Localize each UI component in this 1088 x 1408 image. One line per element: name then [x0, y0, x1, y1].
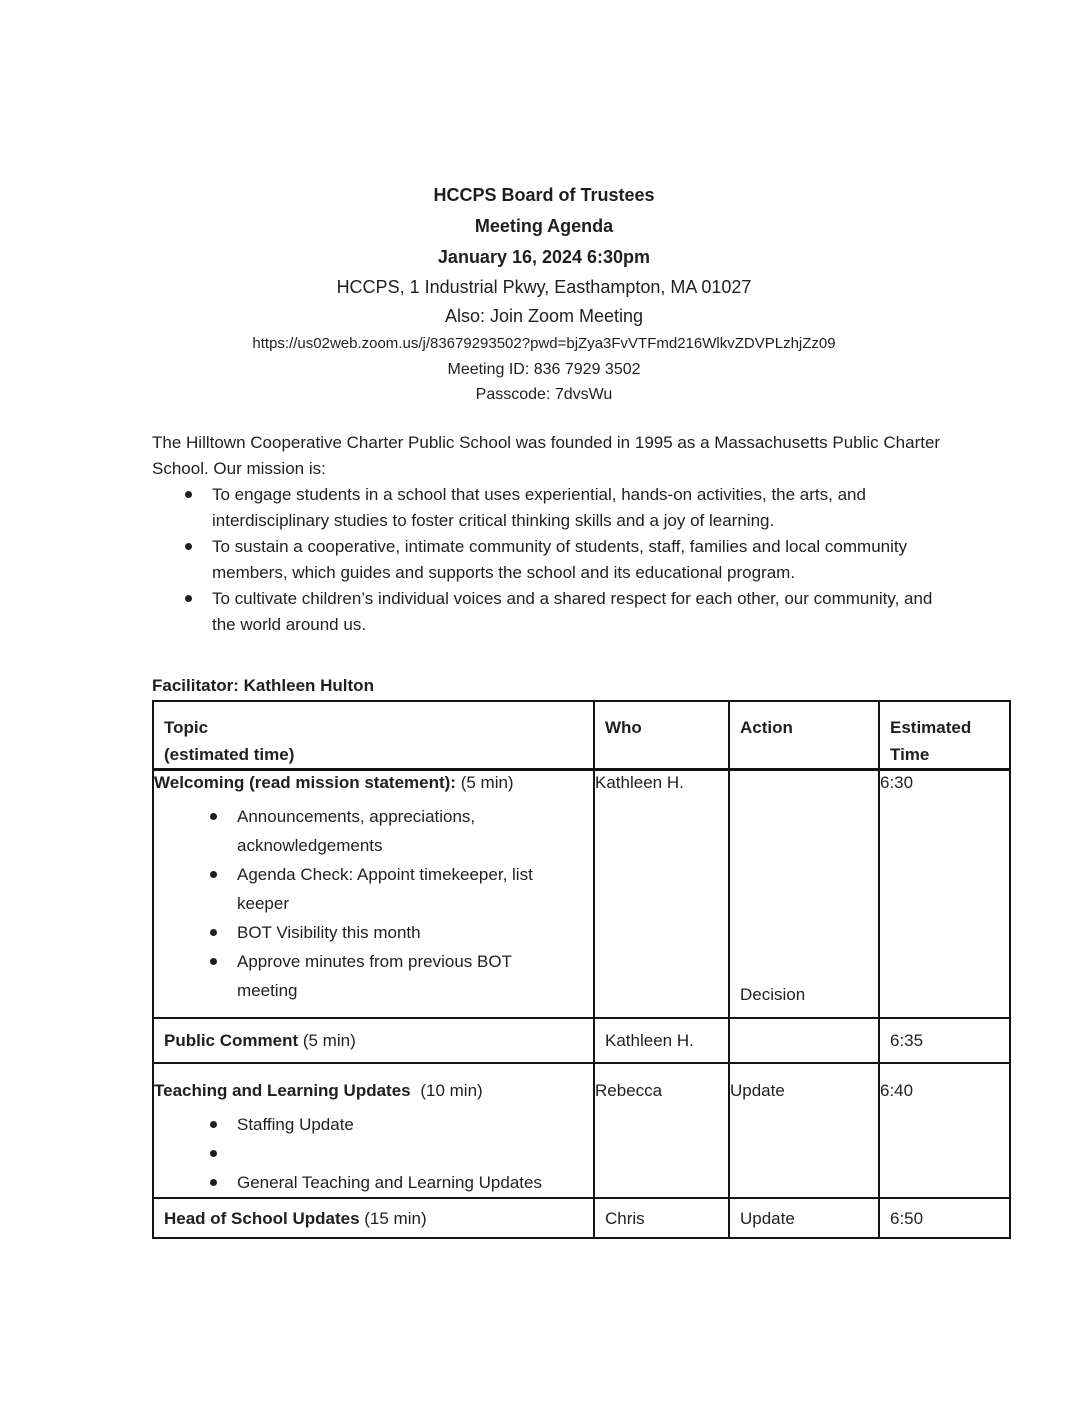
topic-title [164, 1029, 585, 1053]
mission-intro: The Hilltown Cooperative Charter Public School was founded in 1995 as a Massachusetts Public Charter School. Our mission is: [152, 433, 941, 478]
time-cell [879, 1198, 1010, 1238]
action-cell [729, 770, 879, 1018]
topic-bullet-text: Agenda Check: Appoint timekeeper, list keeper [237, 865, 533, 913]
bullet-dot-icon [210, 1121, 217, 1128]
time-cell [879, 1018, 1010, 1063]
bullet-dot-icon [210, 1179, 217, 1186]
table-row-public-comment [153, 1018, 1010, 1063]
topic-title-bold: Public Comment [164, 1031, 299, 1050]
topic-cell [153, 770, 594, 1018]
mission-bullet [185, 586, 937, 638]
bullet-dot-icon [210, 871, 217, 878]
mission-bullet-text: To cultivate children’s individual voices and a shared respect for each other, our community, and the world around us. [212, 589, 933, 634]
topic-bullet-text: Announcements, appreciations, acknowledgements [237, 807, 476, 855]
time-cell [879, 770, 1010, 1018]
topic-title-duration: (5 min) [298, 1031, 356, 1050]
document-header [0, 180, 1088, 407]
topic-title-bold: Welcoming (read mission statement): [154, 773, 456, 792]
bullet-dot-icon [210, 813, 217, 820]
time-cell [879, 1063, 1010, 1198]
header-cell-action [729, 701, 879, 770]
table-header-row [153, 701, 1010, 770]
topic-cell [153, 1063, 594, 1198]
doc-type: Meeting Agenda [474, 216, 614, 236]
table-row-teaching-learning [153, 1063, 1010, 1198]
topic-bullet-text: Staffing Update [237, 1114, 354, 1134]
who-cell [594, 1018, 729, 1063]
table-row-welcoming [153, 770, 1010, 1018]
who-value: Kathleen H. [595, 773, 684, 792]
topic-title-duration: (10 min) [415, 1080, 483, 1100]
who-value: Chris [605, 1208, 645, 1228]
who-cell [594, 770, 729, 1018]
time-value: 6:35 [890, 1031, 924, 1050]
meeting-datetime: January 16, 2024 6:30pm [437, 247, 651, 267]
topic-title-bold: Head of School Updates [164, 1208, 360, 1228]
topic-title [154, 1079, 593, 1103]
topic-bullet [210, 947, 572, 1005]
topic-bullet [210, 1168, 572, 1197]
topic-title-bold: Teaching and Learning Updates [154, 1080, 411, 1100]
action-value: Update [730, 1080, 785, 1100]
time-value: 6:40 [880, 1080, 914, 1100]
topic-bullet [210, 1139, 572, 1168]
header-cell-time [879, 701, 1010, 770]
header-time-line1: Estimated [890, 718, 972, 737]
time-value: 6:50 [890, 1208, 924, 1228]
header-action-label: Action [740, 718, 793, 737]
zoom-invite-label: Also: Join Zoom Meeting [444, 306, 644, 326]
action-cell [729, 1063, 879, 1198]
who-value: Rebecca [595, 1080, 663, 1100]
mission-bullet-text: To engage students in a school that uses experiential, hands-on activities, the arts, and interdisciplinary studies to foster critical thinking skills and a joy of learning. [212, 485, 866, 530]
header-cell-who [594, 701, 729, 770]
agenda-table [152, 700, 1011, 1239]
header-topic-line2: (estimated time) [164, 745, 295, 764]
topic-bullet [210, 802, 572, 860]
mission-section [152, 430, 962, 638]
bullet-dot-icon [185, 543, 192, 550]
topic-bullet-list [154, 802, 593, 1005]
header-time-line2: Time [890, 745, 930, 764]
topic-title [154, 771, 593, 795]
action-value: Update [740, 1208, 795, 1228]
header-who-label: Who [605, 718, 642, 737]
zoom-meeting-url: https://us02web.zoom.us/j/83679293502?pwd=bjZya3FvVTFmd216WlkvZDVPLzhjZz09 [252, 335, 836, 352]
action-value: Decision [740, 984, 806, 1004]
bullet-dot-icon [210, 958, 217, 965]
meeting-id: Meeting ID: 836 7929 3502 [447, 361, 641, 378]
bullet-dot-icon [185, 491, 192, 498]
topic-title-duration: (5 min) [455, 773, 514, 792]
mission-bullet [185, 482, 937, 534]
topic-bullet [210, 918, 572, 947]
topic-title [164, 1207, 585, 1231]
who-value: Kathleen H. [605, 1031, 694, 1050]
header-cell-topic [153, 701, 594, 770]
action-cell [729, 1198, 879, 1238]
bullet-dot-icon [210, 929, 217, 936]
meeting-passcode: Passcode: 7dvsWu [475, 386, 613, 403]
meeting-location: HCCPS, 1 Industrial Pkwy, Easthampton, MA 01027 [336, 277, 752, 297]
topic-cell [153, 1198, 594, 1238]
mission-bullet [185, 534, 937, 586]
who-cell [594, 1198, 729, 1238]
bullet-dot-icon [185, 595, 192, 602]
topic-bullet-text: BOT Visibility this month [237, 923, 421, 942]
topic-cell [153, 1018, 594, 1063]
who-cell [594, 1063, 729, 1198]
topic-bullet-text: Approve minutes from previous BOT meeting [237, 952, 512, 1000]
topic-title-duration: (15 min) [359, 1208, 427, 1228]
bullet-dot-icon [210, 1150, 217, 1157]
facilitator-line: Facilitator: Kathleen Hulton [152, 676, 374, 695]
topic-bullet [210, 1110, 572, 1139]
topic-bullet-text: General Teaching and Learning Updates [237, 1172, 542, 1192]
time-value: 6:30 [880, 773, 914, 792]
header-topic-line1: Topic [164, 718, 209, 737]
table-row-head-of-school [153, 1198, 1010, 1238]
mission-bullet-text: To sustain a cooperative, intimate community of students, staff, families and local community members, which guides and supports the school and its educational program. [212, 537, 908, 582]
org-title: HCCPS Board of Trustees [433, 185, 655, 205]
action-cell [729, 1018, 879, 1063]
topic-bullet [210, 860, 572, 918]
topic-bullet-list [154, 1110, 593, 1197]
